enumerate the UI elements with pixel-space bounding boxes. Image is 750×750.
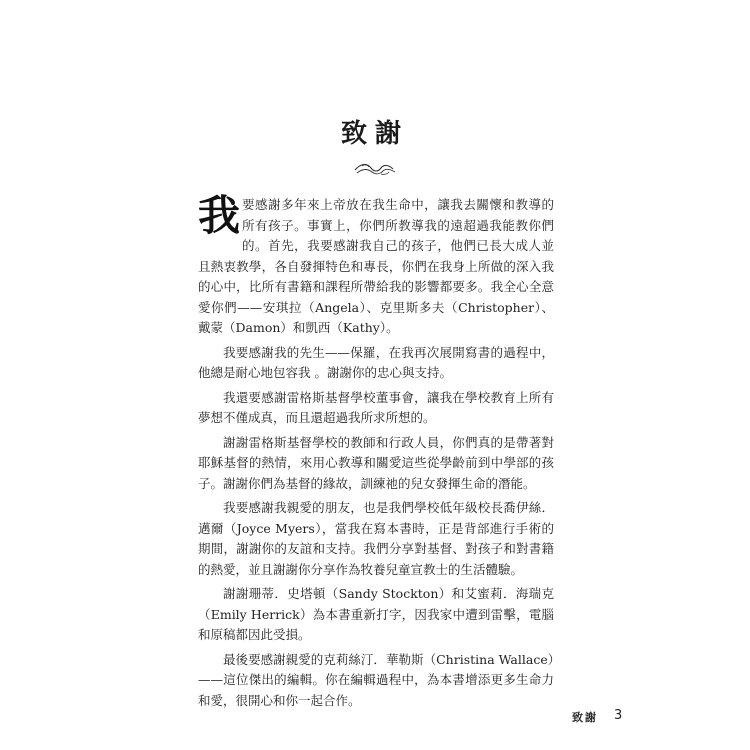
paragraph-6: 謝謝珊蒂．史塔頓（Sandy Stockton）和艾蜜莉．海瑞克（Emily Herrick）為本書重新打字，因我家中遭到雷擊，電腦和原稿都因此受損。 <box>198 586 554 642</box>
paragraph-5: 我要感謝我親愛的朋友，也是我們學校低年級校長喬伊絲．邁爾（Joyce Myers），當我在寫本書時，正是背部進行手術的期間，謝謝你的友誼和支持。我們分享對基督、對孩子和對書籍的熱愛，並且謝謝你分享作為牧養兒童宣教士的生活體驗。 <box>198 500 554 577</box>
paragraph-4: 謝謝雷格斯基督學校的教師和行政人員，你們真的是帶著對耶穌基督的熱情，來用心教導和關愛這些從學齡前到中學部的孩子。謝謝你們為基督的緣故，訓練祂的兒女發揮生命的潛能。 <box>198 434 554 491</box>
paragraph-1 <box>198 191 554 339</box>
drop-cap: 我 <box>198 191 241 240</box>
running-title: 致謝 <box>572 711 598 724</box>
paragraph-7: 最後要感謝親愛的克莉絲汀．華勒斯（Christina Wallace）——這位傑出的編輯。你在編輯過程中，為本書增添更多生命力和愛，很開心和你一起合作。 <box>198 651 554 708</box>
paragraph-2: 我要感謝我的先生——保羅，在我再次展開寫書的過程中，他總是耐心地包容我 。謝謝你的忠心與支持。 <box>198 344 554 380</box>
flourish-ornament-icon <box>353 160 397 178</box>
page-title: 致謝 <box>340 119 409 149</box>
acknowledgements-body <box>198 191 554 715</box>
page-number: 3 <box>614 708 623 723</box>
paragraph-text: 要感謝多年來上帝放在我生命中，讓我去關懷和教導的所有孩子。事實上，你們所教導我的遠超過我能教你們的。首先，我要感謝我自己的孩子，他們已長大成人並且熱衷教學，各自發揮特色和專長，你們在我身上所做的深入我的心中，比所有書籍和課程所帶給我的影響都要多。我全心全意愛你們——安琪拉（Angela）、克里斯多夫（Christopher）、戴蒙（Damon）和凱西（Kathy）。 <box>198 197 554 335</box>
paragraph-3: 我還要感謝雷格斯基督學校董事會，讓我在學校教育上所有夢想不僅成真，而且還超過我所求所想的。 <box>198 389 554 425</box>
